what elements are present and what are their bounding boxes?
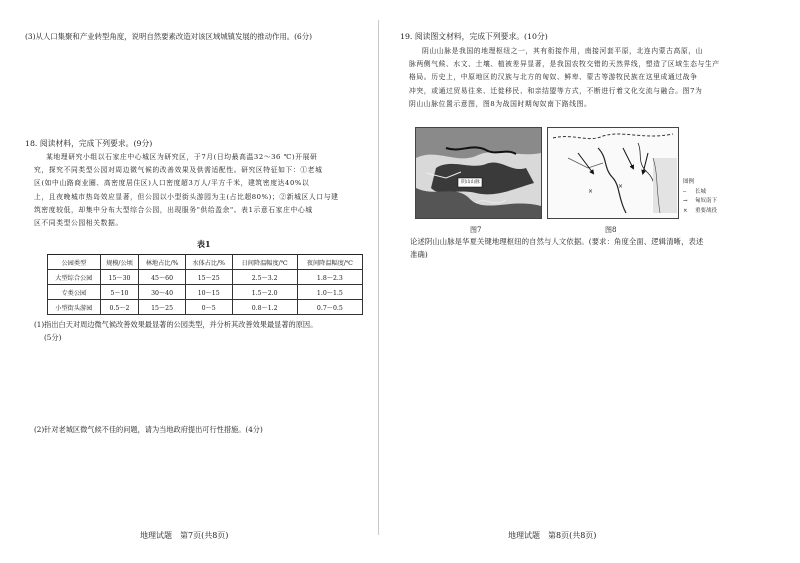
table-cell: 45～60 (139, 270, 186, 285)
table-cell: 15～30 (100, 270, 139, 285)
table-cell: 15～25 (185, 270, 232, 285)
right-page (400, 0, 800, 563)
legend-label: 重要战役 (695, 207, 718, 214)
table-cell: 10～15 (185, 285, 232, 300)
table-header-cell: 夜间降温幅度/℃ (297, 255, 362, 270)
page-footer-8: 地理试题 第8页(共8页) (508, 531, 597, 540)
q17-part3: (3)从人口集聚和产业转型角度，说明自然要素改造对该区域城镇发展的推动作用。(6分) (25, 32, 313, 41)
table-cell: 专类公园 (48, 285, 101, 300)
q19-question-line: 论述阴山山脉是华夏关键地理枢纽的自然与人文依据。(要求：角度全面、逻辑清晰，表述 (410, 237, 704, 246)
q19-line: 脉两侧气候、水文、土壤、植被差异显著，是我国农牧交错的天然界线，塑造了区域生态与生产 (409, 60, 720, 69)
q18-part2: (2)针对老城区微气候不佳的问题，请为当地政府提出可行性措施。(4分) (34, 425, 263, 434)
table-header-cell: 规模/公顷 (100, 255, 139, 270)
table-cell: 0.7～0.5 (297, 300, 362, 315)
q19-line: 阴山山脉是我国的地理枢纽之一，其有衔接作用，南接河套平原，北连内蒙古高原，山 (422, 47, 704, 55)
q18-line: 某地理研究小组以石家庄中心城区为研究区，于7月(日均最高温32～36 ℃)开展研 (46, 153, 318, 161)
table-header-cell: 公园类型 (48, 255, 101, 270)
legend-label: 长城 (695, 188, 707, 195)
map-label-yinshan: 阴山山脉 (461, 180, 480, 185)
q18-line: 区不同类型公园相关数据。 (34, 219, 123, 228)
route-map-legend (683, 178, 717, 216)
q18-line: 究，探究不同类型公园对周边微气候的改善效果及供需适配性。研究区特征如下：①老城 (34, 166, 323, 175)
table-cell: 0～5 (185, 300, 232, 315)
q18-line: 区(如中山路商业圈、高密度居住区)人口密度超3万人/平方千米，建筑密度达40%以 (34, 179, 310, 188)
q19-question-line: 准确) (410, 250, 428, 259)
table-cell: 1.5～2.0 (232, 285, 297, 300)
caption-figure-8: 图8 (605, 226, 617, 234)
table-cell: 5～10 (100, 285, 139, 300)
svg-text:×: × (618, 183, 624, 190)
q19-line: 格局。历史上，中原地区的汉族与北方的匈奴、鲜卑、蒙古等游牧民族在这里成通过战争 (409, 73, 698, 82)
table-cell: 小型街头游园 (48, 300, 101, 315)
table-header-row (48, 255, 363, 270)
table-cell: 大型综合公园 (48, 270, 101, 285)
arrow-icon: → (683, 198, 688, 204)
q19-line: 冲突，或通过贸易往来、迁徙移民、和亲结盟等方式，不断进行着文化交流与融合。图7为 (409, 86, 703, 95)
q18-material (34, 151, 379, 230)
page-footer-7: 地理试题 第7页(共8页) (140, 531, 229, 540)
table-cell: 0.8～1.2 (232, 300, 297, 315)
legend-item-battle (683, 207, 717, 217)
legend-title: 图例 (683, 179, 695, 185)
figure-7-terrain-map (415, 127, 542, 219)
q18-part1-line2: (5分) (44, 333, 62, 342)
q18-title: 18. 阅读材料，完成下列要求。(9分) (25, 139, 153, 148)
great-wall-line-icon: ┄ (683, 188, 687, 195)
legend-item-route (683, 197, 717, 207)
table-header-cell: 水体占比/% (185, 255, 232, 270)
table-row (48, 270, 363, 285)
svg-text:×: × (588, 188, 594, 195)
table-row (48, 300, 363, 315)
table-cell: 1.8～2.3 (297, 270, 362, 285)
table-cell: 2.5～3.2 (232, 270, 297, 285)
terrain-map-graphic (416, 128, 541, 218)
page-divider (378, 20, 379, 535)
q19-question (410, 235, 790, 261)
park-data-table (47, 254, 363, 315)
legend-item-great-wall (683, 188, 717, 198)
q19-line: 阴山山脉位置示意图，图8为战国时期匈奴南下路线图。 (409, 99, 592, 108)
q18-line: 筑密度较低，却集中分布大型综合公园，出现服务"供给盈余"。表1示意石家庄中心城 (34, 205, 313, 214)
table-header-cell: 林地占比/% (139, 255, 186, 270)
table-title: 表1 (197, 239, 211, 249)
legend-label: 匈奴南下 (695, 198, 718, 204)
q19-material (409, 45, 789, 111)
q18-part1-line1: (1)指出白天对周边微气候改善效果最显著的公园类型，并分析其改善效果最显著的原因。 (34, 320, 318, 329)
table-row (48, 285, 363, 300)
table-cell: 15～25 (139, 300, 186, 315)
table-cell: 1.0～1.5 (297, 285, 362, 300)
battle-cross-icon: × (683, 207, 688, 214)
table-cell: 0.5～2 (100, 300, 139, 315)
q18-line: 上，且夜晚城市热岛效应显著，但公园以小型街头游园为主(占比超80%)；②新城区人口与建 (34, 192, 339, 201)
figure-8-route-map (547, 127, 679, 219)
q19-title: 19. 阅读图文材料，完成下列要求。(10分) (400, 32, 548, 41)
table-cell: 30～40 (139, 285, 186, 300)
route-map-graphic (548, 128, 678, 218)
caption-figure-7: 图7 (470, 226, 482, 234)
table-header-cell: 日间降温幅度/℃ (232, 255, 297, 270)
